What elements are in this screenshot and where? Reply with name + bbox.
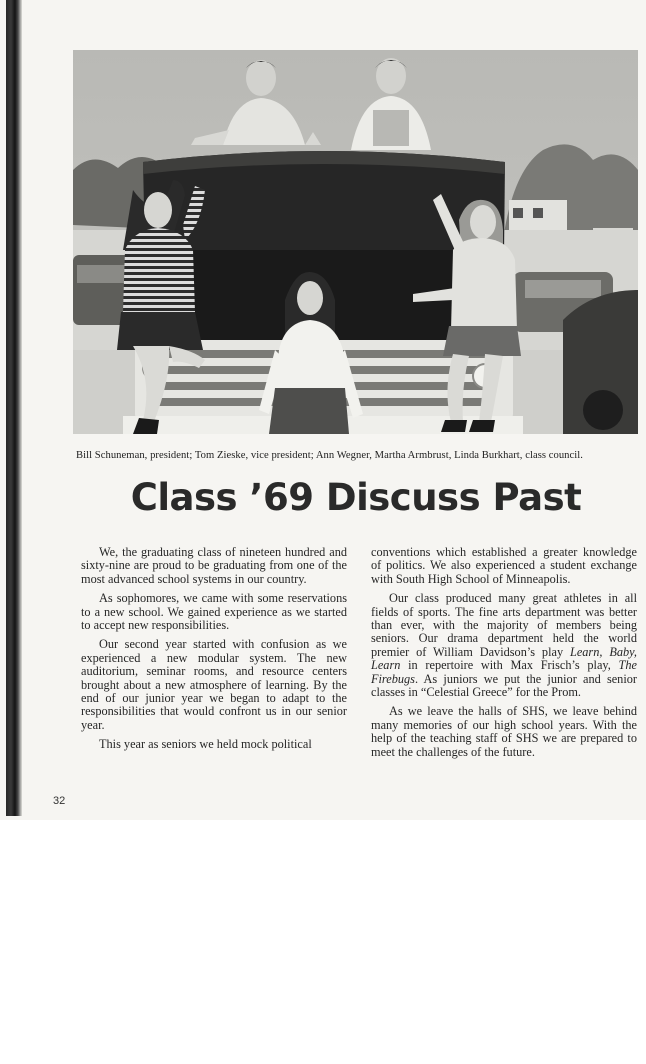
article-headline: Class ’69 Discuss Past xyxy=(130,476,582,519)
body-column-right xyxy=(371,546,637,765)
paragraph: We, the graduating class of nineteen hundred and sixty-nine are proud to be graduating from one of the most advanced school systems in our country. xyxy=(81,545,347,586)
play-title: The Firebugs xyxy=(371,658,637,686)
paragraph xyxy=(371,592,637,699)
book-binding-edge xyxy=(6,0,22,816)
paragraph: As we leave the halls of SHS, we leave behind many memories of our high school years. With the help of the teaching staff of SHS we are prepared to meet the challenges of the future. xyxy=(371,704,637,759)
paragraph: This year as seniors we held mock political xyxy=(99,737,312,752)
text-run: Our class produced many great athletes in all fields of sports. The fine arts department was better than ever, with the majority of members being seniors. Our drama department held the world premier of William Davidson’s play xyxy=(371,591,637,659)
class-officers-photo xyxy=(73,50,638,434)
photo-drawing xyxy=(73,50,638,434)
paragraph: Our second year started with confusion as we experienced a new modular system. The new auditorium, seminar rooms, and resource centers brought about a new atmosphere of learning. By the end of our junior year we began to adapt to the responsibilities that would confront us in our senior year. xyxy=(81,637,347,732)
page-number: 32 xyxy=(53,795,66,807)
paragraph: As sophomores, we came with some reservations to a new school. We gained experience as we started to accept new responsibilities. xyxy=(81,591,347,633)
text-run: in repertoire with Max Frisch’s play, xyxy=(400,658,619,673)
text-run: . As juniors we put the junior and senior classes in “Celestial Greece” for the Prom. xyxy=(371,671,637,700)
paragraph: conventions which established a greater knowledge of politics. We also experienced a student exchange with South High School of Minneapolis. xyxy=(371,545,637,586)
photo-caption: Bill Schuneman, president; Tom Zieske, vice president; Ann Wegner, Martha Armbrust, Linda Burkhart, class council. xyxy=(76,450,583,461)
play-title: Learn, Baby, Learn xyxy=(371,644,637,673)
body-column-left xyxy=(81,546,347,758)
